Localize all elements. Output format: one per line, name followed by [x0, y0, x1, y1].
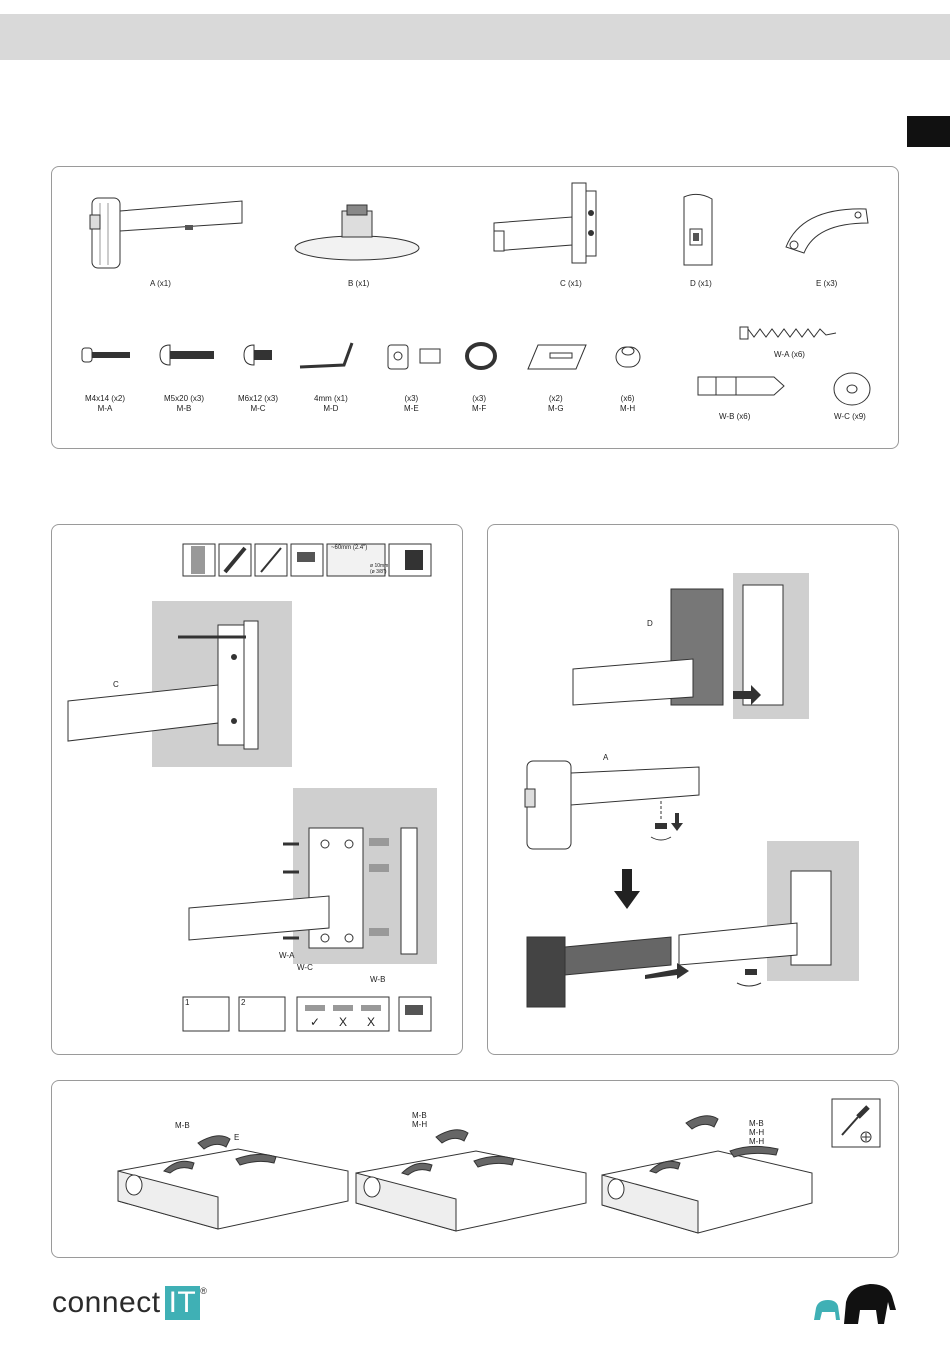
- step3-panel: [51, 1080, 899, 1258]
- stage2-label-mb: M-B: [412, 1111, 427, 1120]
- screw-mb-label: M5x20 (x3) M-B: [164, 394, 205, 413]
- stage3-label-mb: M-B: [749, 1119, 764, 1128]
- step1-instruction-strip: [183, 997, 433, 1031]
- cover-d-illustration: [573, 569, 813, 719]
- wood-screw-wa-label: W-A (x6): [774, 350, 805, 359]
- tool-strip: [183, 544, 433, 576]
- strip-step-2: 2: [241, 998, 246, 1007]
- stage1-label-mb: M-B: [175, 1121, 190, 1130]
- part-me-illustration: [386, 341, 442, 371]
- washer-wc-illustration: [832, 371, 872, 407]
- part-e-label: E (x3): [816, 279, 838, 288]
- label-wa: W-A: [279, 951, 295, 960]
- drill-size-text: ø 10mm (ø 3/8"): [370, 563, 389, 575]
- lock-washer-illustration: [464, 341, 498, 371]
- check-ok: ✓: [310, 1015, 321, 1029]
- arm-c-wall-illustration: [68, 601, 298, 771]
- assembly-illustration: [527, 841, 862, 1011]
- section-tab: [907, 116, 950, 147]
- part-d-label: D (x1): [690, 279, 712, 288]
- bracket-mg-label: (x2) M-G: [548, 394, 564, 413]
- step2-panel: [487, 524, 899, 1055]
- drill-depth-text: ~60mm (2.4"): [331, 545, 368, 551]
- device-stage-3-illustration: [602, 1101, 812, 1235]
- parts-panel: [51, 166, 899, 449]
- wood-screw-wa-illustration: [740, 323, 840, 343]
- device-stage-2-illustration: [356, 1117, 586, 1233]
- hex-key-illustration: [300, 341, 356, 371]
- check-bad-2: X: [367, 1015, 376, 1029]
- spacer-mh-illustration: [612, 341, 644, 371]
- part-c-illustration: [492, 183, 612, 268]
- washer-wc-label: W-C (x9): [834, 412, 866, 421]
- stage3-label-mh-b: M-H: [749, 1137, 765, 1146]
- wall-plug-wb-label: W-B (x6): [719, 412, 751, 421]
- stage1-label-e: E: [234, 1133, 240, 1142]
- stage2-label-mh: M-H: [412, 1120, 428, 1129]
- label-d: D: [647, 619, 653, 628]
- part-b-label: B (x1): [348, 279, 370, 288]
- lock-washer-label: (x3) M-F: [472, 394, 487, 413]
- spacer-mh-label: (x6) M-H: [620, 394, 636, 413]
- device-stage-1-illustration: [118, 1121, 348, 1231]
- header-bar: [0, 14, 950, 60]
- label-a: A: [603, 753, 609, 762]
- label-c: C: [113, 680, 119, 689]
- elephants-logo-icon: [810, 1276, 900, 1328]
- screw-mc-label: M6x12 (x3) M-C: [238, 394, 279, 413]
- label-wc: W-C: [297, 963, 313, 972]
- part-b-illustration: [292, 203, 422, 263]
- bracket-mg-illustration: [524, 339, 588, 373]
- wall-mount-exploded-illustration: [189, 788, 439, 968]
- part-c-label: C (x1): [560, 279, 582, 288]
- screw-ma-label: M4x14 (x2) M-A: [85, 394, 126, 413]
- screw-mc-illustration: [244, 345, 274, 365]
- check-bad-1: X: [339, 1015, 348, 1029]
- stage3-label-mh-a: M-H: [749, 1128, 765, 1137]
- screwdriver-icon: [832, 1099, 880, 1147]
- hex-key-label: 4mm (x1) M-D: [314, 394, 348, 413]
- brand-logo: connect IT ®: [52, 1286, 208, 1319]
- strip-step-1: 1: [185, 998, 190, 1007]
- part-a-illustration: [92, 193, 252, 273]
- wall-plug-wb-illustration: [696, 373, 786, 399]
- part-e-illustration: [782, 207, 872, 257]
- screw-ma-illustration: [82, 345, 132, 365]
- part-me-label: (x3) M-E: [404, 394, 419, 413]
- screw-mb-illustration: [160, 345, 216, 365]
- step1-panel: [51, 524, 463, 1055]
- part-a-label: A (x1): [150, 279, 171, 288]
- part-d-illustration: [680, 193, 716, 269]
- label-wb: W-B: [370, 975, 386, 984]
